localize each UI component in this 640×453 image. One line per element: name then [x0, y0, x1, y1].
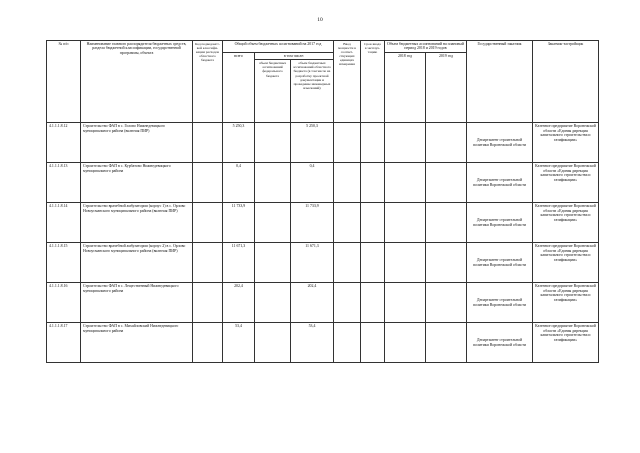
row-customer: Департамент строительной политики Воронежской области [467, 323, 533, 363]
row-customer: Департамент строительной политики Воронежской области [467, 243, 533, 283]
row-federal [255, 163, 291, 203]
row-total: 53,4 [223, 323, 255, 363]
row-federal [255, 123, 291, 163]
row-name: Строительство ФАП в с. Лещественный Нижнедевицкого муниципального района [81, 283, 193, 323]
row-num: 4.1.1.1.8.15 [47, 243, 81, 283]
header-2019: 2019 год [426, 52, 467, 122]
row-total: 11 733,9 [223, 203, 255, 243]
row-name: Строительство врачебной амбулатории (корпус 2) в с. Орлово Новоусманского муниципального района (включая ПИР) [81, 243, 193, 283]
row-customer: Департамент строительной политики Воронежской области [467, 163, 533, 203]
table-row [47, 323, 599, 363]
row-num: 4.1.1.1.8.17 [47, 323, 81, 363]
page-number: 10 [317, 17, 323, 23]
header-regional: объем бюджетных ассигнований областного бюджета (в том числе на разработку проектной документации и проведение инженерных изысканий) [291, 60, 334, 123]
row-customer: Департамент строительной политики Воронежской области [467, 283, 533, 323]
header-row-1 [47, 41, 599, 53]
table-row [47, 283, 599, 323]
row-federal [255, 243, 291, 283]
table-row [47, 243, 599, 283]
table-row [47, 123, 599, 163]
row-developer: Казенное предприятие Воронежской области «Единая дирекция капитального строительства и газификации» [533, 163, 599, 203]
table-row [47, 203, 599, 243]
header-customer: Государственный заказчик [467, 41, 533, 123]
header-capacity: Ввод мощности в соответ-ствующих единицах измерения [334, 41, 361, 123]
row-regional: 53,4 [291, 323, 334, 363]
row-customer: Департамент строительной политики Воронежской области [467, 123, 533, 163]
row-num: 4.1.1.1.8.14 [47, 203, 81, 243]
row-regional: 5 250,3 [291, 123, 334, 163]
row-developer: Казенное предприятие Воронежской области «Единая дирекция капитального строительства и газификации» [533, 283, 599, 323]
budget-table [46, 40, 599, 363]
row-regional: 202,4 [291, 283, 334, 323]
row-name: Строительство врачебной амбулатории (корпус 1) в с. Орлово Новоусманского муниципального района (включая ПИР) [81, 203, 193, 243]
row-developer: Казенное предприятие Воронежской области «Единая дирекция капитального строительства и газификации» [533, 323, 599, 363]
row-developer: Казенное предприятие Воронежской области «Единая дирекция капитального строительства и газификации» [533, 123, 599, 163]
row-name: Строительство ФАП в с. Голово Нижнедевицкого муниципального района (включая ПИР) [81, 123, 193, 163]
row-total: 0,4 [223, 163, 255, 203]
header-developer: Заказчик-застройщик [533, 41, 599, 123]
header-federal: объем бюджетных ассигнований федерального бюджета [255, 60, 291, 123]
header-total: всего [223, 52, 255, 122]
row-developer: Казенное предприятие Воронежской области «Единая дирекция капитального строительства и газификации» [533, 203, 599, 243]
header-incl: в том числе: [255, 52, 334, 59]
row-total: 5 250,3 [223, 123, 255, 163]
row-num: 4.1.1.1.8.13 [47, 163, 81, 203]
row-num: 4.1.1.1.8.12 [47, 123, 81, 163]
header-code: Код подведомст-вой классифи-кации расходов областного бюджета [193, 41, 223, 123]
row-total: 11 671,3 [223, 243, 255, 283]
row-developer: Казенное предприятие Воронежской области «Единая дирекция капитального строительства и газификации» [533, 243, 599, 283]
row-num: 4.1.1.1.8.16 [47, 283, 81, 323]
row-federal [255, 323, 291, 363]
row-total: 202,4 [223, 283, 255, 323]
row-regional: 11 733,9 [291, 203, 334, 243]
header-name: Наименование главного распорядителя бюджетных средств, раздела бюджетной классификации, государственной программы, объекта [81, 41, 193, 123]
row-name: Строительство ФАП в с. Курбатово Нижнедевицкого муниципального района [81, 163, 193, 203]
row-customer: Департамент строительной политики Воронежской области [467, 203, 533, 243]
row-name: Строительство ФАП в с. Михайловский Нижнедевицкого муниципального района [81, 323, 193, 363]
header-term: Срок ввода в эксплуа-тацию [361, 41, 385, 123]
row-federal [255, 203, 291, 243]
row-federal [255, 283, 291, 323]
row-regional: 0,4 [291, 163, 334, 203]
header-num: № п/п [47, 41, 81, 123]
header-volume-2017: Общий объем бюджетных ассигнований на 2017 год [223, 41, 334, 53]
header-2018: 2018 год [385, 52, 426, 122]
table-row [47, 163, 599, 203]
header-planned: Объем бюджетных ассигнований на плановый период 2018 и 2019 годов [385, 41, 467, 53]
row-regional: 11 671,3 [291, 243, 334, 283]
